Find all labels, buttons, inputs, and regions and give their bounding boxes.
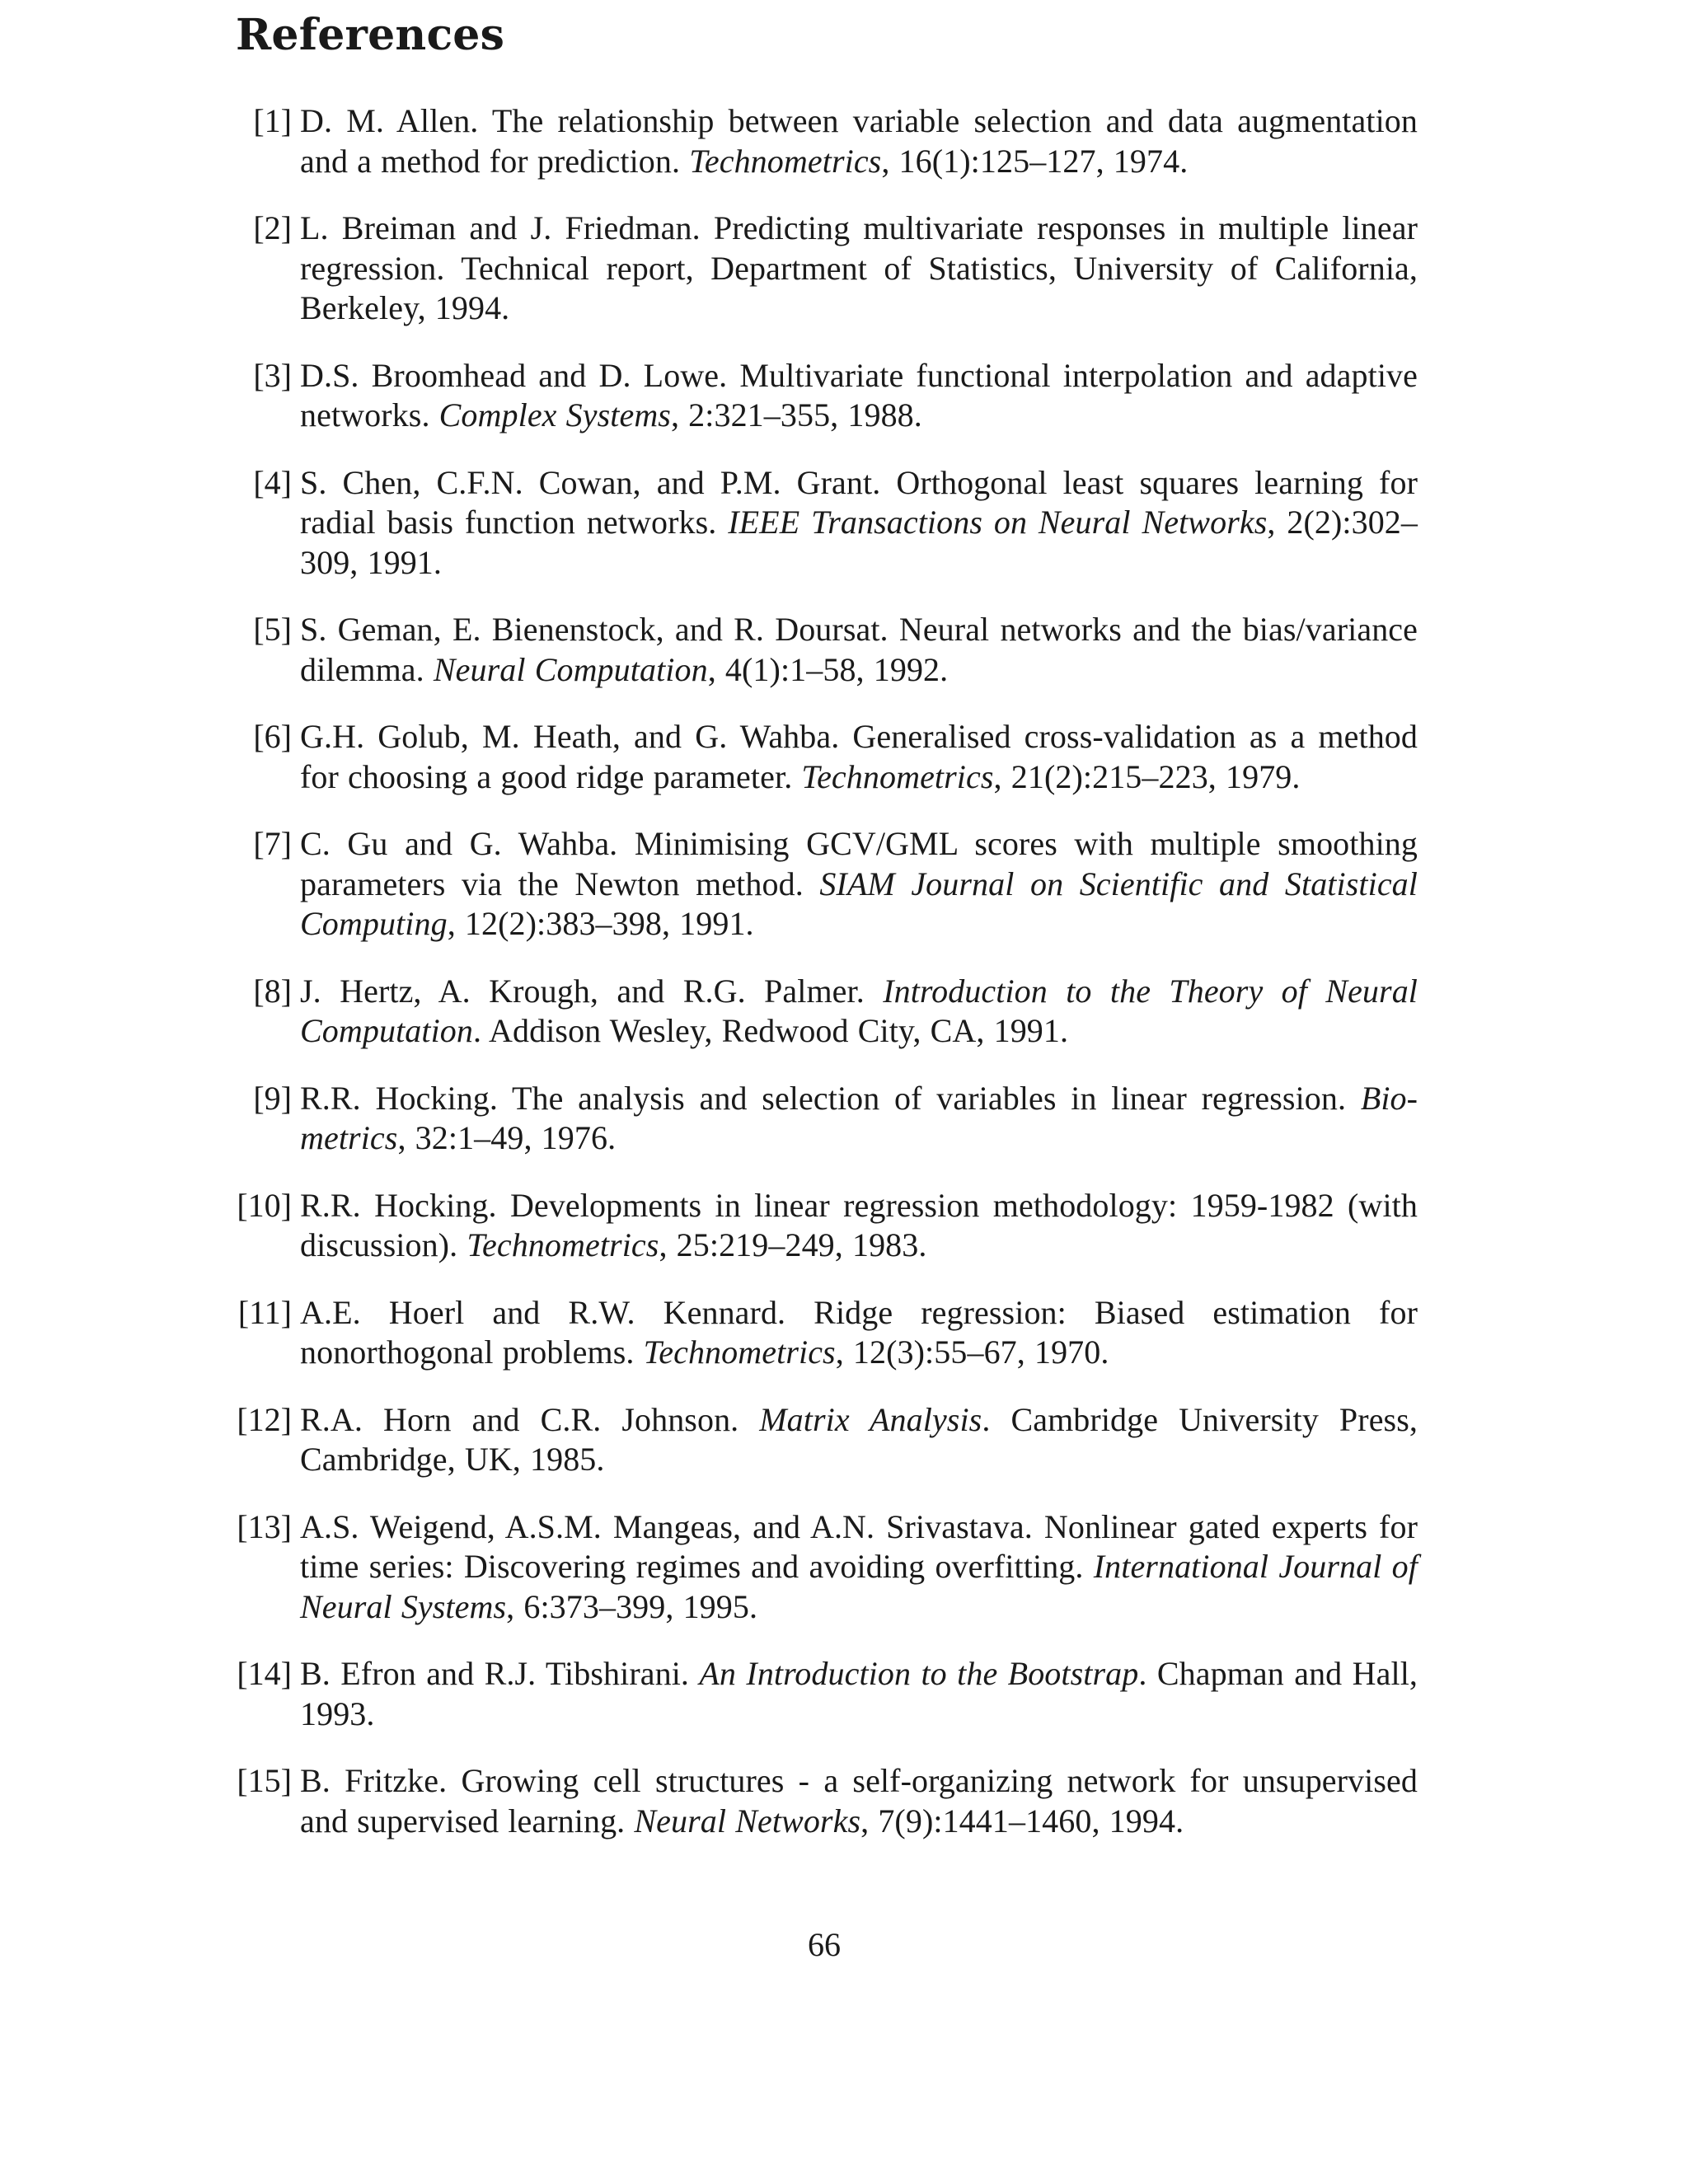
reference-venue: Technometrics [467,1226,659,1263]
reference-text [300,1761,1418,1841]
reference-authors-title: C. Gu and G. Wahba. Minimising GCV/GML scores with multiple smoothing parameters via the Newton method. [300,825,1418,902]
reference-item [234,209,1418,329]
reference-venue: Neural Networks [634,1802,861,1840]
reference-authors-title: S. Chen, C.F.N. Cowan, and P.M. Grant. Orthogonal least squares learning for radial basis function networks. [300,463,1418,541]
reference-details: , 6:373–399, 1995. [506,1587,758,1625]
reference-details: , 16(1):125–127, 1974. [881,142,1189,180]
page-number: 66 [808,1926,841,1963]
reference-venue: SIAM Journal on Scientific and Statistical Computing [300,865,1418,942]
reference-number: [1] [253,102,292,139]
reference-details: , 12(3):55–67, 1970. [835,1333,1109,1371]
reference-details: . Chapman and Hall, 1993. [300,1655,1418,1732]
reference-details: , 32:1–49, 1976. [397,1119,617,1156]
reference-item [234,610,1418,690]
reference-text [300,1293,1418,1373]
reference-text [300,101,1418,181]
reference-details: , 2(2):302–309, 1991. [300,504,1418,581]
reference-item [234,101,1418,181]
reference-authors-title: R.R. Hocking. The analysis and selection of variables in linear regression. [300,1079,1361,1117]
reference-number: [5] [253,611,292,648]
reference-text [300,824,1418,944]
reference-details: , 7(9):1441–1460, 1994. [860,1802,1184,1840]
reference-authors-title: D.S. Broomhead and D. Lowe. Multivariate functional interpolation and adaptive networks. [300,356,1418,434]
reference-number: [7] [253,825,292,862]
reference-text [300,356,1418,436]
reference-venue: International Journal of Neural Systems [300,1548,1418,1625]
reference-number: [14] [237,1655,292,1692]
reference-venue: Neural Computation [433,650,708,688]
reference-item [234,1293,1418,1373]
reference-venue: Technometrics [689,142,882,180]
reference-list [234,101,1418,1868]
reference-authors-title: D. M. Allen. The relationship between variable selection and data augmentation and a method for prediction. [300,102,1418,180]
reference-number: [9] [253,1079,292,1117]
reference-item [234,824,1418,944]
reference-authors-title: L. Breiman and J. Friedman. Predicting multivariate responses in multiple linear regression. Technical report, Department of Statistics, University of California, Berkeley, 1994. [300,209,1418,326]
reference-authors-title: B. Fritzke. Growing cell structures - a self-organizing network for unsupervised and supervised learning. [300,1762,1418,1840]
reference-details: , 12(2):383–398, 1991. [447,905,754,942]
reference-text [300,209,1418,329]
reference-item [234,972,1418,1052]
reference-venue: IEEE Transactions on Neural Networks [728,504,1268,541]
reference-number: [4] [253,463,292,501]
reference-venue: An Introduction to the Bootstrap [699,1655,1139,1692]
reference-text [300,1400,1418,1480]
reference-item [234,717,1418,797]
page-title: References [236,10,505,60]
reference-details: , 21(2):215–223, 1979. [993,757,1301,795]
reference-authors-title: J. Hertz, A. Krough, and R.G. Palmer. [300,972,884,1010]
reference-text [300,717,1418,797]
reference-number: [12] [237,1400,292,1438]
reference-item [234,1079,1418,1159]
reference-details: , 2:321–355, 1988. [670,396,922,434]
reference-number: [10] [237,1186,292,1224]
reference-authors-title: G.H. Golub, M. Heath, and G. Wahba. Generalised cross-validation as a method for choosing a good ridge parameter. [300,718,1418,795]
reference-item [234,1761,1418,1841]
reference-item [234,463,1418,583]
reference-text [300,463,1418,583]
reference-number: [3] [253,356,292,394]
reference-details: . Addison Wesley, Redwood City, CA, 1991. [473,1012,1069,1049]
reference-number: [13] [237,1507,292,1545]
reference-item [234,356,1418,436]
reference-text [300,1654,1418,1734]
reference-authors-title: S. Geman, E. Bienenstock, and R. Doursat. Neural networks and the bias/variance dilemma. [300,611,1418,688]
reference-authors-title: A.S. Weigend, A.S.M. Mangeas, and A.N. Srivastava. Nonlinear gated experts for time series: Discovering regimes and avoiding overfitting. [300,1507,1418,1585]
reference-item [234,1654,1418,1734]
reference-authors-title: A.E. Hoerl and R.W. Kennard. Ridge regression: Biased estimation for nonorthogonal problems. [300,1293,1418,1371]
reference-details: , 25:219–249, 1983. [659,1226,927,1263]
reference-number: [6] [253,718,292,755]
reference-venue: Introduction to the Theory of Neural Computation [300,972,1418,1049]
reference-number: [15] [237,1762,292,1799]
reference-details: . Cambridge University Press, Cambridge, UK, 1985. [300,1400,1418,1478]
reference-authors-title: B. Efron and R.J. Tibshirani. [300,1655,700,1692]
reference-authors-title: R.R. Hocking. Developments in linear regression methodology: 1959-1982 (with discussion). [300,1186,1418,1263]
reference-text [300,1186,1418,1266]
reference-text [300,972,1418,1052]
reference-number: [8] [253,972,292,1010]
reference-number: [2] [253,209,292,246]
reference-text [300,1507,1418,1628]
reference-text [300,610,1418,690]
reference-item [234,1507,1418,1628]
reference-authors-title: R.A. Horn and C.R. Johnson. [300,1400,760,1438]
reference-text [300,1079,1418,1159]
reference-number: [11] [237,1293,292,1331]
reference-item [234,1400,1418,1480]
reference-details: , 4(1):1–58, 1992. [707,650,949,688]
reference-item [234,1186,1418,1266]
reference-venue: Matrix Analysis [759,1400,982,1438]
reference-venue: Technometrics [801,757,994,795]
reference-venue: Technometrics [643,1333,836,1371]
reference-venue: Complex Systems [438,396,671,434]
reference-venue: Biometrics [300,1079,1418,1156]
